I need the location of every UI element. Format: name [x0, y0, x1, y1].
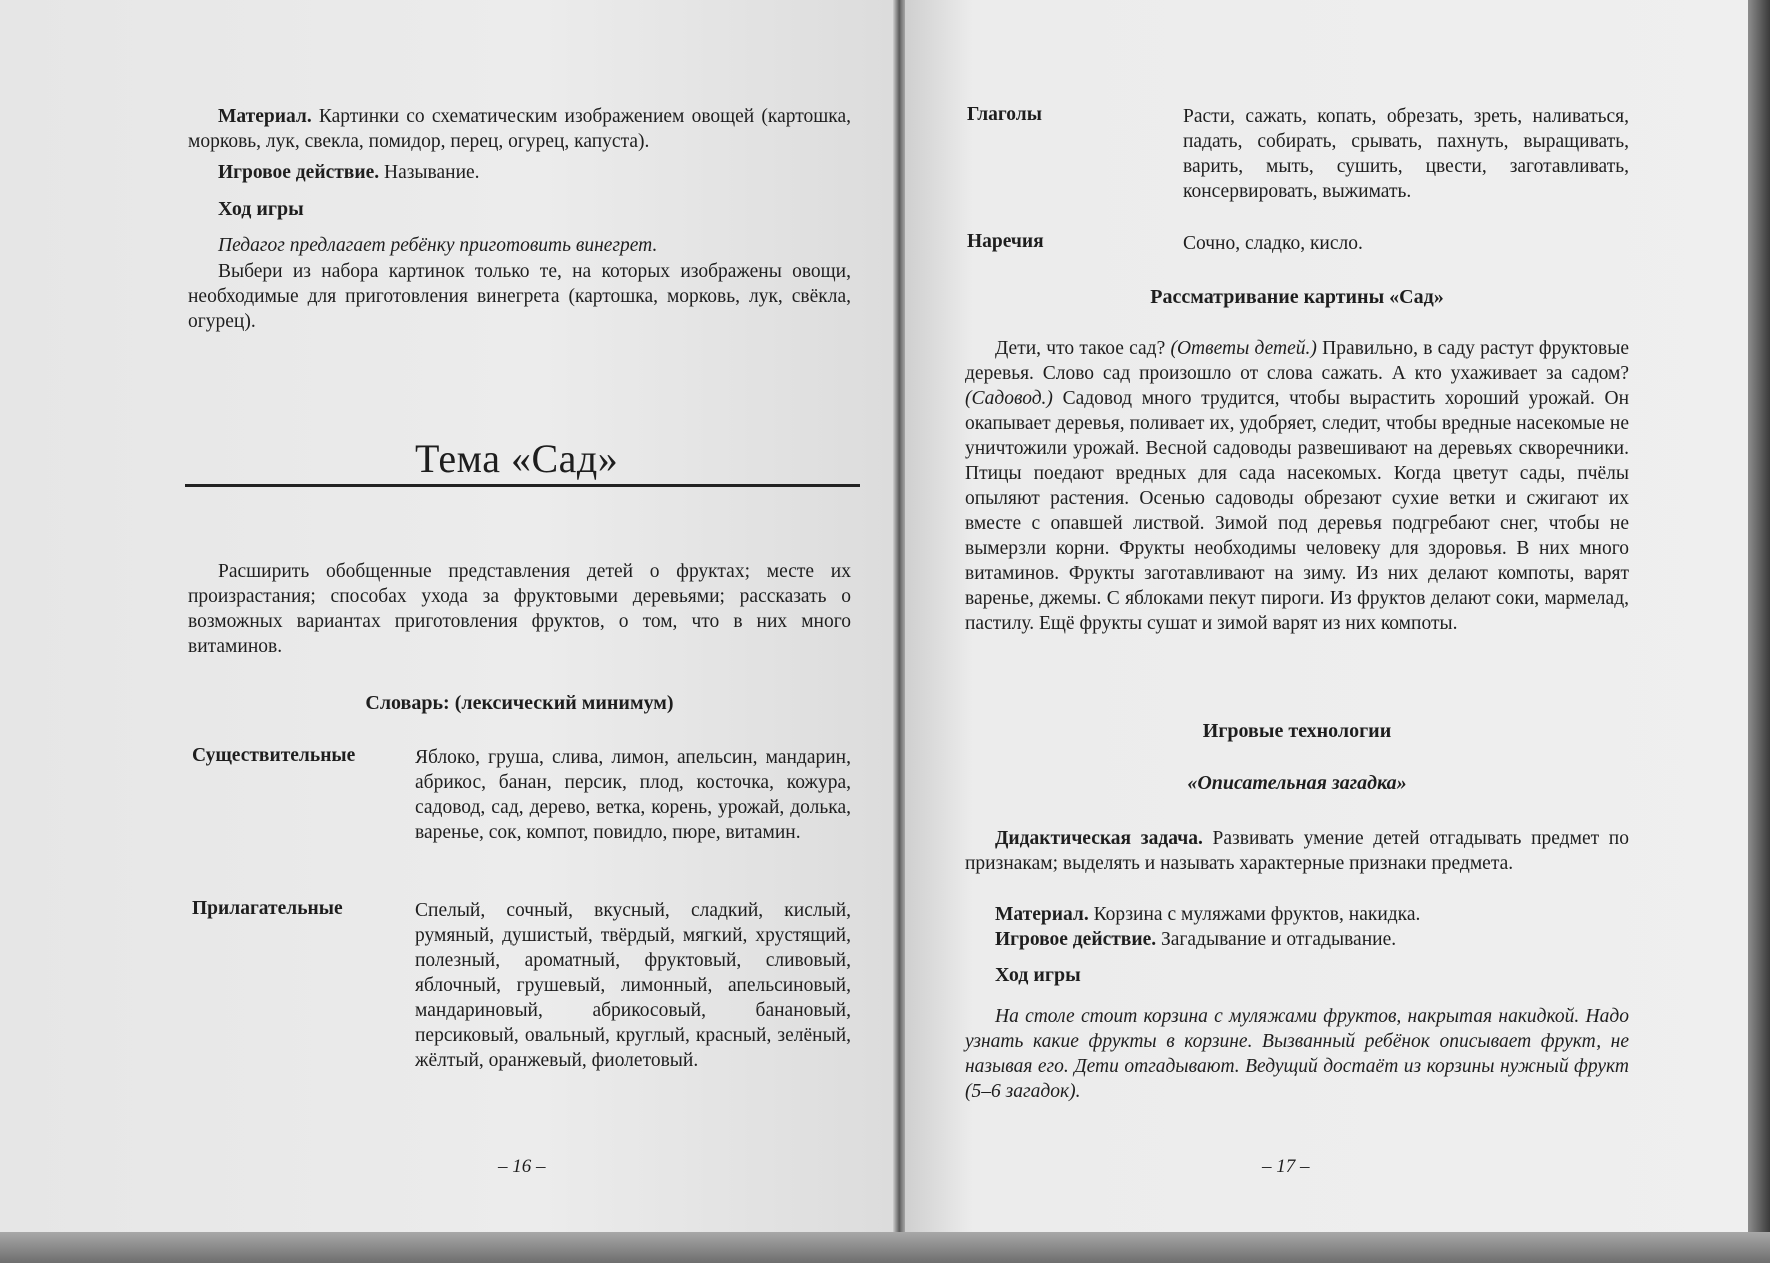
game-course-heading: Ход игры — [218, 198, 304, 220]
picture-answer-1: (Ответы детей.) — [1170, 338, 1317, 359]
picture-text-1: Дети, что такое сад? — [995, 338, 1166, 359]
material-paragraph — [188, 104, 851, 154]
right-page — [905, 0, 1753, 1232]
action-paragraph — [995, 927, 1629, 952]
picture-paragraph — [965, 336, 1629, 636]
action-label: Игровое действие. — [995, 929, 1157, 950]
adverbs-label: Наречия — [967, 231, 1044, 252]
verbs-text: Расти, сажать, копать, обрезать, зреть, наливаться, падать, собирать, срывать, пахнуть, выращивать, варить, мыть, сушить, цвести, заготавливать, консервировать, выжимать. — [1183, 106, 1629, 202]
nouns-label: Существительные — [192, 745, 356, 766]
material-label: Материал. — [995, 904, 1089, 925]
vocab-heading: Словарь: (лексический минимум) — [365, 692, 674, 714]
action-paragraph — [218, 160, 851, 185]
picture-text-3: Садовод много трудится, чтобы вырастить хороший урожай. Он окапывает деревья, поливает их, удобряет, следит, чтобы вредные насекомые не уничтожили урожай. Весной садоводы развешивают на деревьях скворечники. Птицы поедают вредных для сада насекомых. Когда цветут сады, пчёлы опыляют растения. Осенью садоводы обрезают сухие ветки и сжигают их вместе с опавшей листвой. Зимой под деревья подгребают снег, чтобы не вымерзли корни. Фрукты необходимы человеку для здоровья. В них много витаминов. Фрукты заготавливают на зиму. Из них делают компоты, варят варенье, джемы. С яблоками пекут пироги. Из фруктов делают соки, мармелад, пастилу. Ещё фрукты сушат и зимой варят из них компоты. — [965, 388, 1630, 634]
left-page — [0, 0, 895, 1232]
action-label: Игровое действие. — [218, 162, 380, 183]
material-paragraph — [995, 902, 1629, 927]
book-right-edge — [1748, 0, 1770, 1263]
page-number: – 17 – — [1262, 1156, 1310, 1177]
action-text: Называние. — [383, 162, 480, 183]
game-course-heading: Ход игры — [995, 964, 1081, 986]
adjectives-label: Прилагательные — [192, 898, 343, 919]
material-text: Корзина с муляжами фруктов, накидка. — [1093, 904, 1421, 925]
game-tech-heading: Игровые технологии — [1202, 720, 1392, 742]
picture-text-2: Правильно, в саду растут фруктовые деревья. Слово сад произошло от слова сажать. А кто ухаживает за садом? — [965, 338, 1630, 384]
adjectives-text: Спелый, сочный, вкусный, сладкий, кислый, румяный, душистый, твёрдый, мягкий, хрустящий, полезный, ароматный, фруктовый, сливовый, яблочный, грушевый, лимонный, апельсиновый, мандариновый, абрикосовый, банановый, персиковый, овальный, круглый, красный, зелёный, жёлтый, оранжевый, фиолетовый. — [415, 900, 851, 1071]
picture-heading: Рассматривание картины «Сад» — [1150, 286, 1444, 308]
page-number: – 16 – — [498, 1156, 546, 1177]
theme-divider — [185, 484, 860, 487]
material-text: Картинки со схематическим изображением овощей (картошка, морковь, лук, свекла, помидор, перец, огурец, капуста). — [188, 106, 851, 152]
book-bottom-edge — [0, 1232, 1770, 1263]
task-paragraph: Выбери из набора картинок только те, на которых изображены овощи, необходимые для приготовления винегрета (картошка, морковь, лук, свёкла, огурец). — [188, 261, 851, 332]
riddle-heading: «Описательная загадка» — [1187, 772, 1407, 794]
didactic-text: Развивать умение детей отгадывать предмет по признакам; выделять и называть характерные признаки предмета. — [965, 828, 1629, 874]
action-text: Загадывание и отгадывание. — [1160, 929, 1397, 950]
theme-title: Тема «Сад» — [415, 436, 619, 481]
didactic-paragraph — [965, 826, 1629, 876]
game-course-text: На столе стоит корзина с муляжами фруктов, накрытая накидкой. Надо узнать какие фрукты в корзине. Вызванный ребёнок описывает фрукт, не называя его. Дети отгадывают. Ведущий достаёт из корзины нужный фрукт (5–6 загадок). — [965, 1006, 1629, 1102]
teacher-instruction: Педагог предлагает ребёнку приготовить винегрет. — [218, 235, 658, 256]
picture-answer-2: (Садовод.) — [965, 388, 1053, 409]
material-label: Материал. — [218, 106, 312, 127]
verbs-label: Глаголы — [967, 104, 1042, 125]
didactic-label: Дидактическая задача. — [995, 828, 1203, 849]
nouns-text: Яблоко, груша, слива, лимон, апельсин, мандарин, абрикос, банан, персик, плод, косточка, кожура, садовод, сад, дерево, ветка, корень, урожай, долька, варенье, сок, компот, повидло, пюре, витамин. — [415, 747, 851, 843]
goal-paragraph: Расширить обобщенные представления детей о фруктах; месте их произрастания; способах ухода за фруктовыми деревьями; рассказать о возможных вариантах приготовления фруктов, о том, что в них много витаминов. — [188, 561, 851, 657]
adverbs-text: Сочно, сладко, кисло. — [1183, 233, 1363, 254]
